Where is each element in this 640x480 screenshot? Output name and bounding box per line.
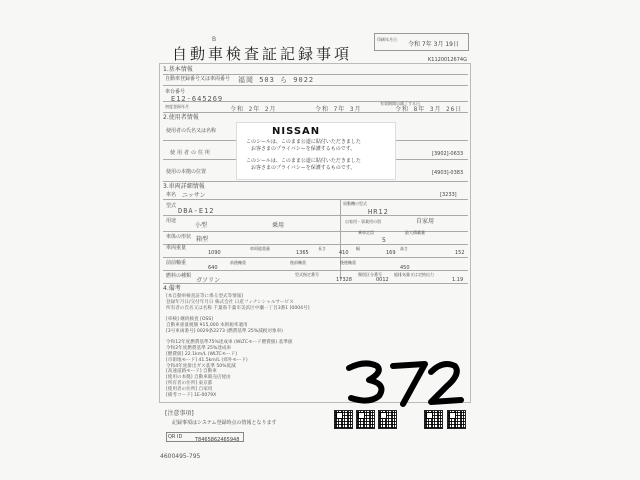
issue-date-value: 令和 7年 3月 19日 [408, 41, 459, 48]
use-label: 自家用・事業用の別 [345, 219, 381, 224]
notice-label: [注意事項] [165, 410, 194, 417]
class-number-value: 0012 [376, 277, 389, 283]
vin-value: E12-645269 [171, 95, 224, 103]
type-number-label: 型式指定番号 [295, 272, 319, 277]
width-label: 幅 [356, 246, 360, 251]
height-label: 高さ [400, 246, 408, 251]
document-title: 自動車検査証記録事項 [172, 45, 353, 63]
gross-value: 1365 [296, 250, 309, 256]
gross-label: 車両総重量 [250, 246, 270, 251]
vin-label: 車台番号 [165, 89, 186, 95]
axle-ff-value: 640 [208, 265, 218, 271]
sticker-note-1: このシールは、このまま公道に貼付いただきました [246, 139, 361, 145]
section-remarks-label: 4.備考 [163, 285, 181, 292]
maker-value: ニッサン [182, 192, 206, 199]
body-label: 車体の形状 [166, 234, 192, 240]
qr-code-2 [356, 410, 375, 429]
rule [163, 85, 468, 86]
remarks-line: [本自動車検査証等に係る型式等情報] [166, 294, 244, 299]
rule [163, 101, 468, 102]
rule [340, 199, 341, 279]
registration-number-label: 自動車登録番号又は車両番号 [165, 76, 231, 82]
type-label: 用途 [166, 218, 177, 224]
sticker-note-2: このシールは、このまま公道に貼付いただきました [246, 158, 361, 164]
first-reg-value: 令和 2年 2月 [230, 106, 277, 113]
capacity-label: 乗車定員 [358, 230, 374, 235]
rule [163, 244, 468, 245]
rule [163, 283, 468, 284]
displacement-value: 1.19 [452, 277, 464, 283]
axle-fr-label: 前後軸重 [230, 260, 246, 265]
code-a: [3902]-0633 [432, 151, 464, 157]
handwritten-number [343, 358, 465, 408]
rule [163, 257, 468, 258]
nissan-logo: NISSAN [272, 126, 321, 137]
qr-id-value: T8465862465948 [195, 437, 240, 443]
remarks-line: [使用者の住所] 自家用 [166, 386, 213, 392]
fuel-value: ガソリン [196, 277, 221, 284]
model-label: 型式 [166, 203, 177, 209]
rule [163, 199, 468, 200]
header-mark: B [212, 36, 217, 43]
length-label: 長さ [318, 246, 326, 251]
code-b: [4903]-0383 [432, 170, 464, 176]
height-value: 152 [455, 250, 465, 256]
remarks-line: 登録年月日/交付年月日 株式会社 日産フィナンシャルサービス [166, 299, 294, 305]
axle-rr-label: 後後軸重 [340, 260, 356, 265]
body2-value: 乗用 [272, 222, 285, 229]
remarks-line: [使用の本拠] 自動車販売店経由 [166, 375, 231, 381]
capacity-value: 5 [382, 237, 386, 244]
expiry-label: 有効期間の満了する日 [380, 101, 420, 106]
length-value: 410 [339, 250, 349, 256]
remarks-line: [燃費値] 22.1km/L (WLTCモード) [166, 351, 238, 357]
axle-rr-value: 450 [400, 265, 410, 271]
engine-label: 原動機の型式 [343, 201, 367, 206]
remarks-line: [市街地モード] 41.5km/L (郊外モード) [166, 357, 248, 363]
user-address-label: 使用者の住所 [170, 150, 213, 156]
remarks-line: 自動車重量税額 ¥15,000 本則税率適用 [166, 322, 248, 328]
qr-id-label: QR ID [168, 434, 183, 440]
document-number: K1120012674G [428, 57, 467, 63]
remarks-line: 所有者の氏名又は名称 千葉県千葉市美浜区中瀬一丁目3番1 [0004号] [166, 305, 310, 311]
remarks-line: [備考コード] 1E-0079X [166, 392, 217, 398]
remarks-block [166, 294, 309, 398]
remarks-line: [3号車両番号] 0029条2273 (燃費基準 25%減税対象車) [166, 328, 283, 334]
qr-code-1 [334, 410, 353, 429]
axle-rf-label: 後前軸重 [290, 260, 306, 265]
registration-number-value: 福岡 503 ら 9022 [238, 76, 315, 84]
axle-ff-label: 前前軸重 [166, 260, 187, 266]
remarks-line: 令和12年度燃費基準75%達成車 (WLTCモード燃費値) 基準値 [166, 340, 293, 346]
base-location-label: 使用の本拠の位置 [166, 169, 207, 175]
body-value: 箱型 [196, 236, 209, 243]
qr-code-3 [378, 410, 397, 429]
engine-value: HR12 [368, 208, 389, 216]
weight-value: 1090 [208, 250, 221, 256]
weight-label: 車両重量 [166, 245, 187, 251]
remarks-line: 令和4年度排出ガス基準 50%低減 [166, 363, 236, 369]
displacement-label: 総排気量又は定格出力 [394, 272, 434, 277]
type-value: 小型 [195, 222, 208, 229]
first-reg-label: 初度登録年月 [165, 104, 189, 109]
issue-date-label: 印刷年月日 [377, 37, 397, 42]
code-c: [3233] [440, 192, 457, 198]
rule [163, 112, 468, 113]
user-name-label: 使用者の氏名又は名称 [166, 128, 217, 134]
notice-text: 記録事項はシステム登録時点の情報となります [172, 420, 277, 426]
rule [163, 181, 468, 182]
section-basic-label: 1.基本情報 [163, 66, 193, 73]
section-user-label: 2.使用者情報 [163, 114, 199, 121]
maker-label: 車名 [166, 192, 177, 198]
sticker-note-2b: お客さまのプライバシーを保護するものです。 [251, 165, 356, 171]
remarks-line: [所有者の住所] 東京都 [166, 380, 213, 386]
width-value: 169 [386, 250, 396, 256]
model-value: DBA-E12 [178, 207, 215, 215]
remarks-line: [高速道路モード] 自動車 [166, 369, 217, 375]
qr-code-5 [447, 410, 466, 429]
rule [163, 74, 468, 75]
qr-code-4 [424, 410, 443, 429]
fuel-label: 燃料の種類 [166, 273, 192, 279]
type-number-value: 17328 [336, 277, 352, 283]
remarks-line: [車検] 継続検査 [OSS] [166, 317, 214, 323]
maxload-label: 最大積載量 [405, 230, 425, 235]
use-value: 自家用 [416, 218, 435, 225]
footer-code: 4600495-795 [160, 453, 201, 460]
rule [163, 215, 468, 216]
date-a-value: 令和 7年 3月 [315, 106, 362, 113]
remarks-line: 令和2年度燃費基準 25%達成車 [166, 346, 232, 352]
section-vehicle-label: 3.車両詳細情報 [163, 183, 205, 190]
expiry-value: 令和 8年 3月 26日 [395, 106, 463, 113]
class-number-label: 類別区分番号 [358, 272, 382, 277]
sticker-note-1b: お客さまのプライバシーを保護するものです。 [251, 146, 356, 152]
